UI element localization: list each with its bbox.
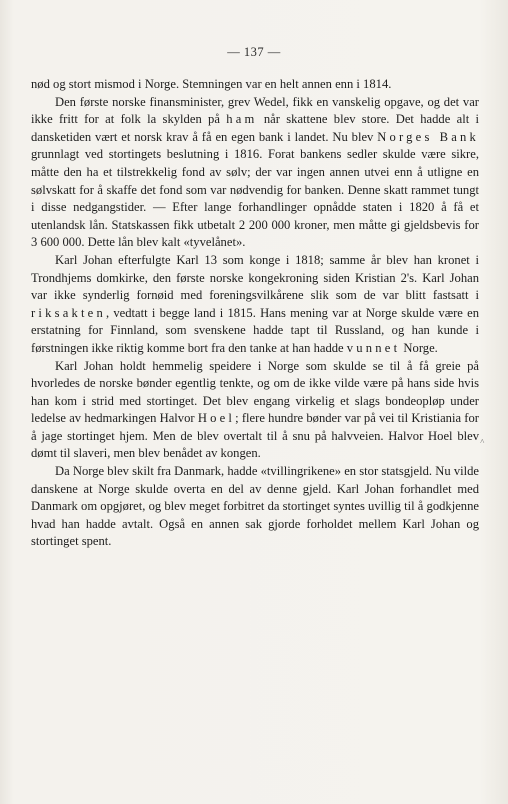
paragraph: [31, 252, 479, 358]
spaced-emphasis: vunnet: [346, 340, 401, 355]
text-segment: nød og stort mismod i Norge. Stemningen var en helt annen enn i 1814.: [31, 77, 392, 91]
text-segment: , vedtatt i begge land i 1815. Hans mening var at Norge skulde være en erstatning for Finnland, som svenskene hadde tapt til Russland, og han kunde i førstningen ikke riktig komme bort fra den tanke at han hadde: [31, 305, 479, 355]
text-segment: når skattene blev store. Det hadde alt i dansketiden vært et norsk krav å få en egen bank i landet. Nu blev: [31, 112, 480, 144]
page-number: — 137 —: [227, 45, 281, 59]
text-segment: Karl Johan holdt hemmelig speidere i Norge som skulde se til å få greie på hvorledes de norske bønder egentlig tenkte, og om de ikke vilde være på hans side hvis han kom i strid med stortinget. Det blev engang virkelig et slags bondeopløp under ledelse av hedmarkingen Halvor: [31, 358, 479, 426]
spaced-emphasis: Hoel: [197, 411, 236, 426]
text-segment: Den første norske finansminister, grev Wedel, fikk en vanskelig opgave, og det var ikke fritt for at folk la skylden på: [31, 94, 479, 127]
spaced-emphasis: riksakten: [31, 305, 106, 320]
paragraph: [31, 94, 479, 252]
text-segment: Karl Johan efterfulgte Karl 13 som konge i 1818; samme år blev han kronet i Trondhjems domkirke, den første norske kongekroning siden Kristian 2's. Karl Johan var ikke synderlig fornøid med foreningsvilkårene slik som de var blitt fastsatt i: [31, 252, 479, 303]
spaced-emphasis: Norges Bank: [377, 129, 480, 144]
paragraph: [31, 358, 479, 464]
text-segment: Norge.: [400, 340, 438, 355]
spaced-emphasis: ham: [226, 112, 258, 127]
text-segment: ; flere hundre bønder var på vei til Kristiania for å jage stortinget hjem. Men de blev overtalt til å snu på halvveien. Halvor Hoel blev dømt til slaveri, men blev benådet av kongen.: [31, 411, 479, 461]
paragraph: [31, 76, 479, 94]
body-text: [31, 76, 479, 551]
text-segment: grunnlagt ved stortingets beslutning i 1816. Forat bankens sedler skulde være sikre, måtte den ha et tilstrekkelig fond av sølv; der var ingen annen utvei enn å utligne en sølvskatt for å skaffe det fond som var nødvendig for banken. Denne skatt rammet tungt i disse nedgangstider. — Efter lange forhandlinger opnådde staten i 1820 å få et utenlandsk lån. Statskassen fikk utbetalt 2 200 000 kroner, men måtte gi gjeldsbevis for 3 600 000. Dette lån blev kalt «tyvelånet».: [31, 147, 479, 250]
margin-mark: ˄: [480, 437, 485, 446]
paragraph: [31, 463, 479, 551]
text-segment: Da Norge blev skilt fra Danmark, hadde «tvillingrikene» en stor statsgjeld. Nu vilde danskene at Norge skulde overta en del av denne gjeld. Karl Johan forhandlet med Danmark om opgjøret, og blev meget forbitret da stortinget syntes uvillig til å godkjenne hvad han hadde avtalt. Også en annen sak gjorde forholdet mellem Karl Johan og stortinget spent.: [31, 464, 479, 549]
